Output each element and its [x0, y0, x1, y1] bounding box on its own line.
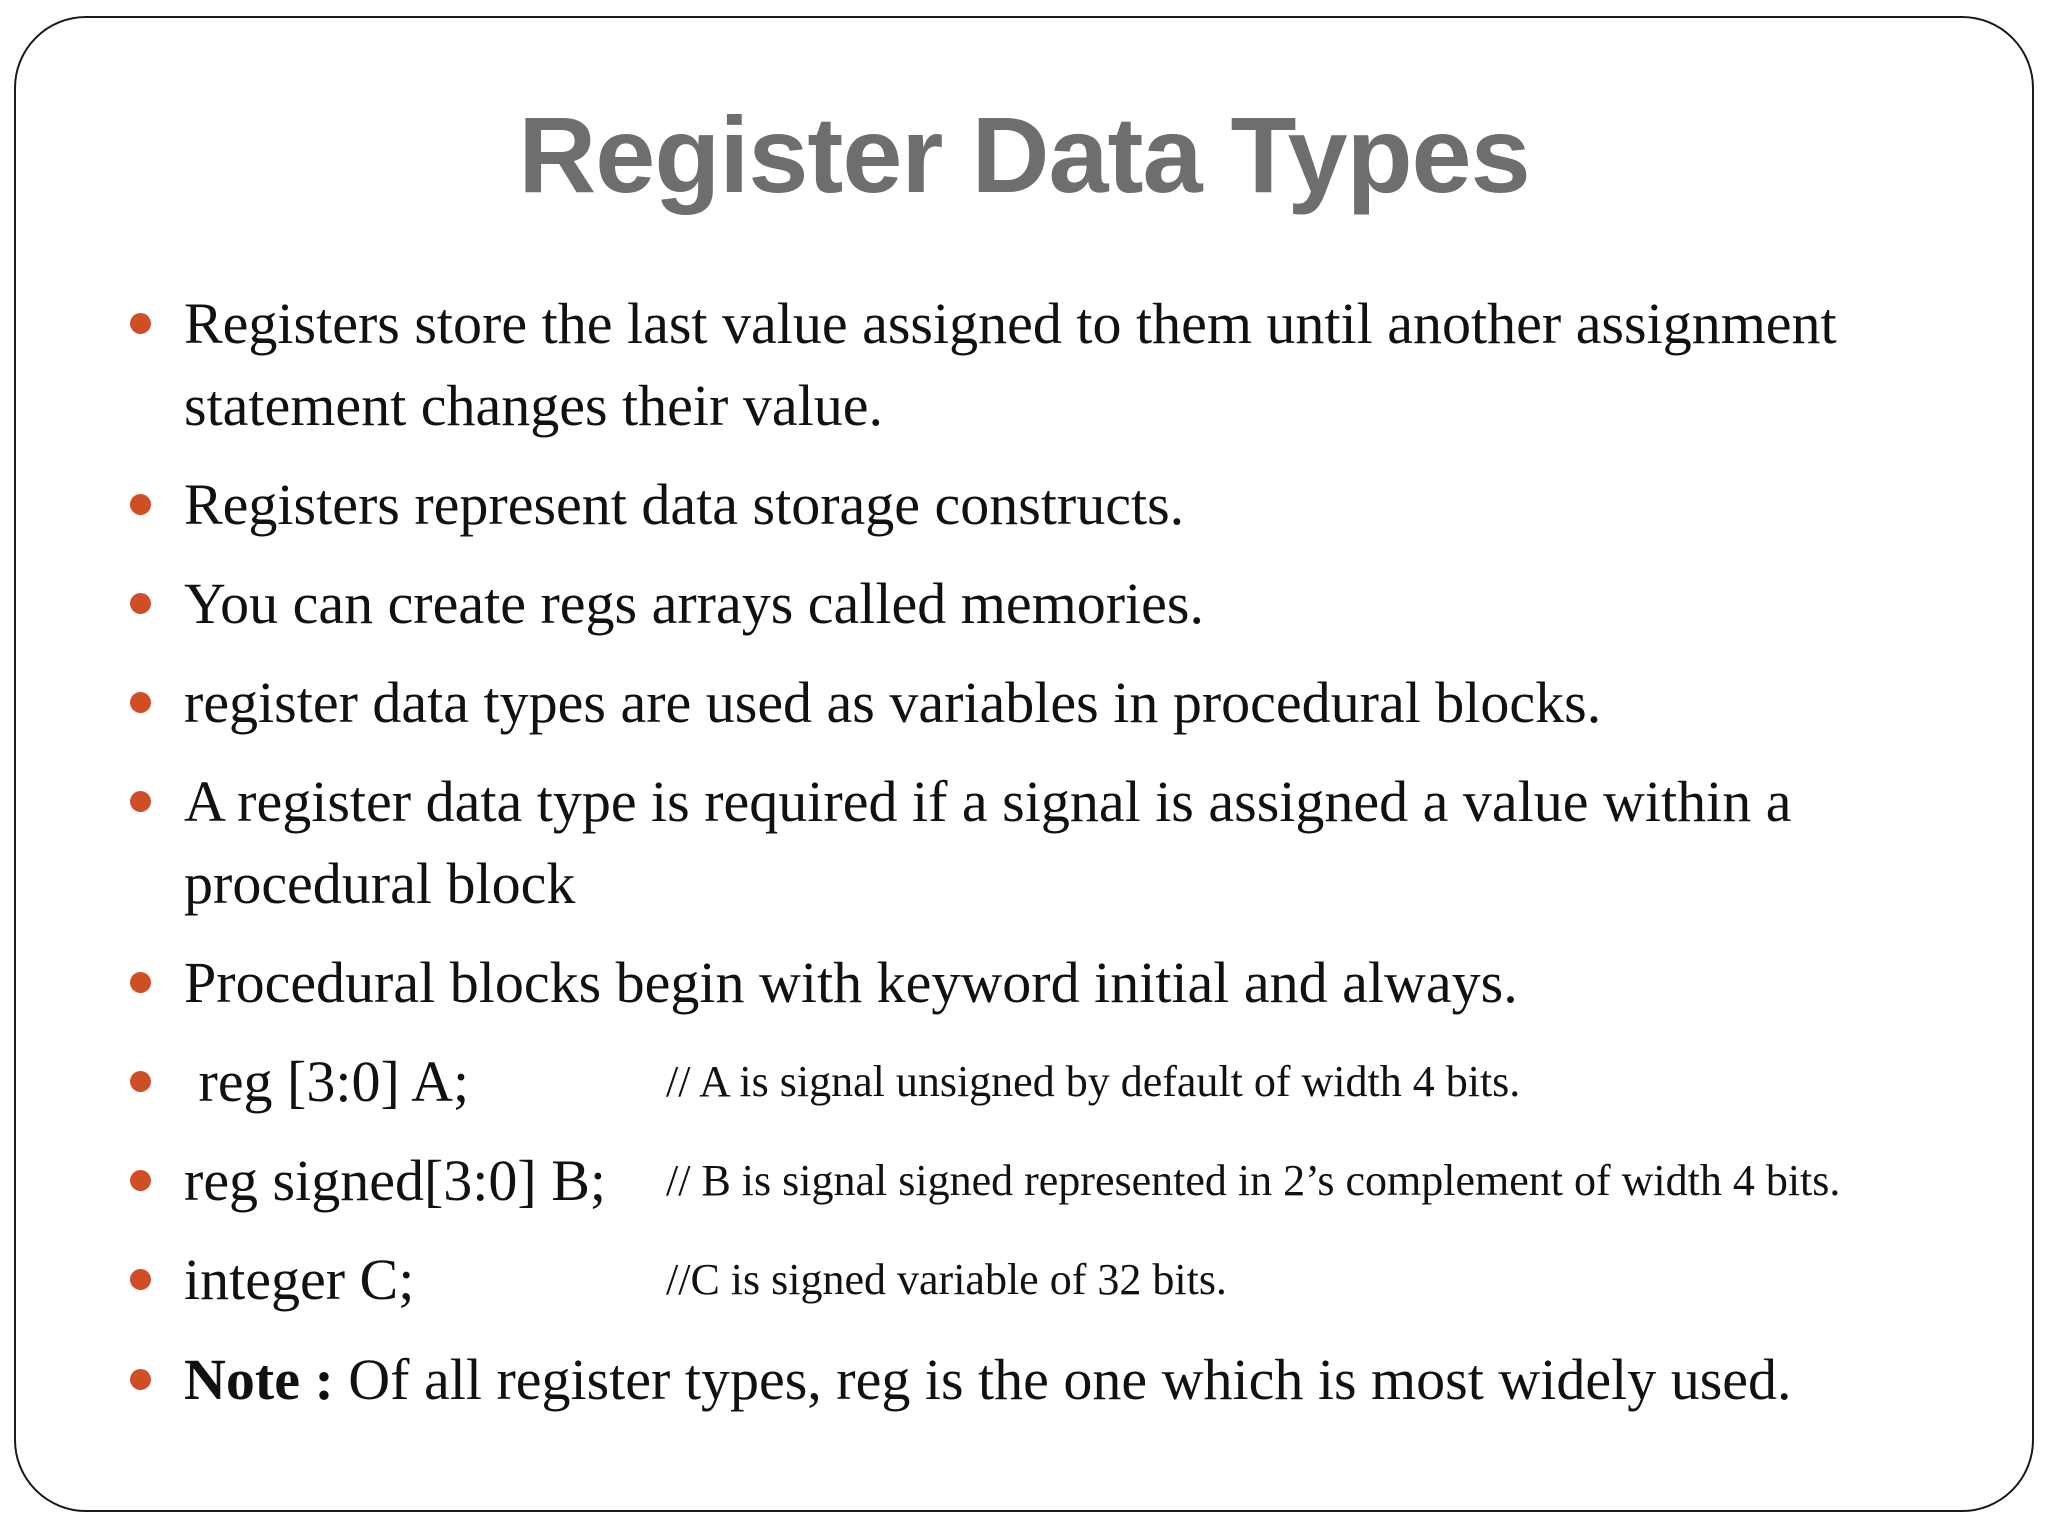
- bullet-dot-icon: [130, 1071, 151, 1092]
- bullet-dot-icon: [130, 692, 151, 713]
- bullet-dot-icon: [130, 1269, 151, 1290]
- slide-title: Register Data Types: [518, 94, 1530, 215]
- bullet-dot-icon: [130, 593, 151, 614]
- note-text: [184, 1339, 1984, 1421]
- bullet-text: Registers represent data storage constructs.: [184, 472, 1185, 537]
- note-body: Of all register types, reg is the one which is most widely used.: [333, 1347, 1792, 1412]
- bullet-text-line: procedural block: [184, 851, 576, 916]
- code-comment: // B is signal signed represented in 2’s complement of width 4 bits.: [666, 1156, 1841, 1205]
- code-comment: //C is signed variable of 32 bits.: [666, 1255, 1227, 1304]
- bullet-text: You can create regs arrays called memories.: [184, 571, 1204, 636]
- code-comment: // A is signal unsigned by default of width 4 bits.: [666, 1057, 1521, 1106]
- bullet-text: register data types are used as variables in procedural blocks.: [184, 670, 1602, 735]
- code-bullet: [184, 1140, 2024, 1222]
- bullet-dot-icon: [130, 313, 151, 334]
- bullet-dot-icon: [130, 972, 151, 993]
- bullet-dot-icon: [130, 1170, 151, 1191]
- bullet-dot-icon: [130, 494, 151, 515]
- bullet-text-line: statement changes their value.: [184, 373, 883, 438]
- code-bullet: [184, 1041, 2024, 1123]
- bullet-text-line: Registers store the last value assigned to them until another assignment: [184, 291, 1837, 356]
- bullet-dot-icon: [130, 791, 151, 812]
- code-declaration: integer C;: [184, 1247, 415, 1312]
- bullet-text: Procedural blocks begin with keyword initial and always.: [184, 950, 1518, 1015]
- note-label: Note :: [184, 1347, 334, 1412]
- code-declaration: reg signed[3:0] B;: [184, 1148, 607, 1213]
- code-declaration: reg [3:0] A;: [184, 1049, 470, 1114]
- code-bullet: [184, 1239, 2024, 1321]
- bullet-text-line: A register data type is required if a signal is assigned a value within a: [184, 769, 1792, 834]
- bullet-dot-icon: [130, 1369, 151, 1390]
